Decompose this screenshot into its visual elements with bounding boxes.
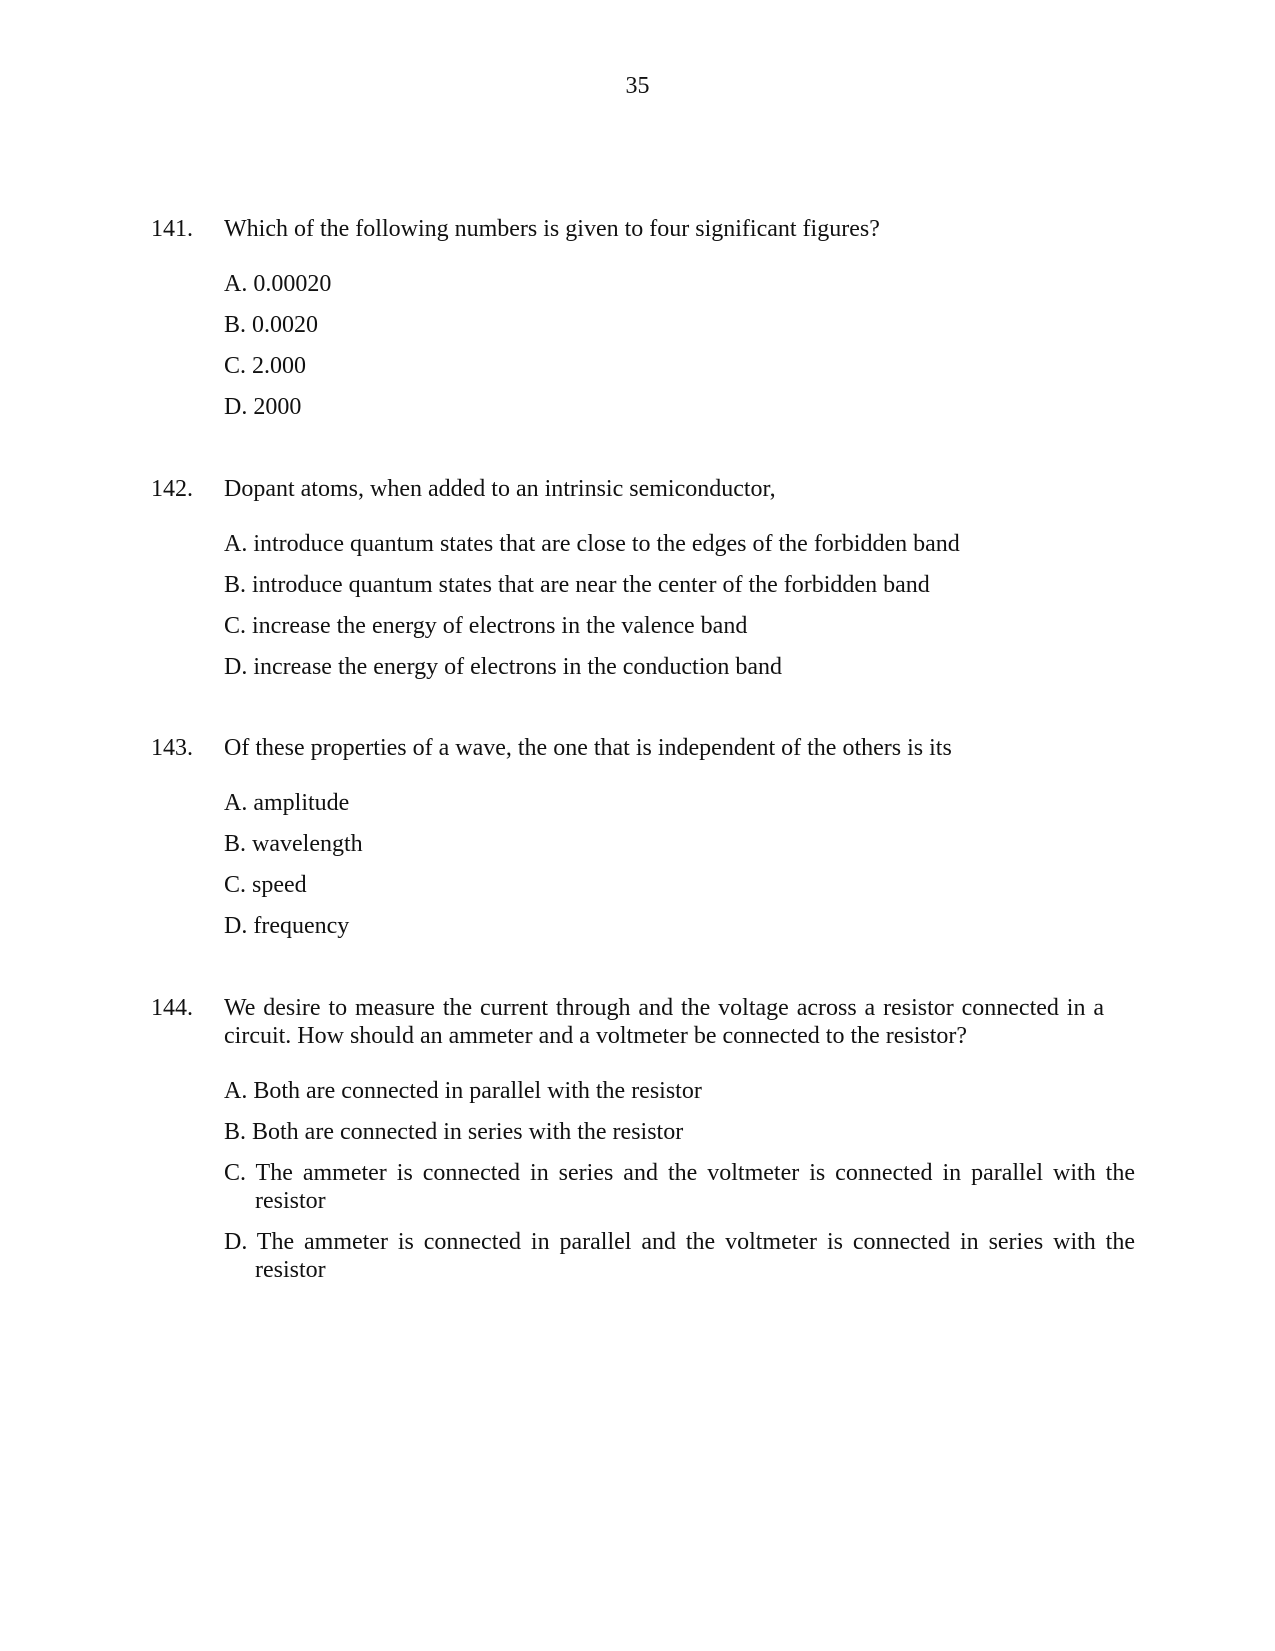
answer-options [224, 530, 1131, 681]
question-143 [151, 734, 1131, 940]
question-number: 142. [151, 476, 193, 502]
answer-option-b: B. wavelength [224, 831, 363, 857]
answer-option-a: A. Both are connected in parallel with the resistor [224, 1078, 702, 1104]
answer-option-d: D. The ammeter is connected in parallel and the voltmeter is connected in series with the resistor [224, 1229, 1135, 1283]
answer-option-c: C. The ammeter is connected in series and the voltmeter is connected in parallel with the resistor [224, 1160, 1135, 1214]
answer-option-b: B. Both are connected in series with the resistor [224, 1119, 684, 1145]
page-number: 35 [625, 73, 650, 99]
answer-option-d: D. 2000 [224, 394, 302, 420]
answer-option-b: B. 0.0020 [224, 312, 319, 338]
answer-option-a: A. amplitude [224, 790, 350, 816]
question-141 [151, 215, 1131, 421]
answer-options [224, 1077, 1135, 1284]
answer-option-d: D. increase the energy of electrons in the conduction band [224, 654, 783, 680]
answer-option-c: C. increase the energy of electrons in the valence band [224, 613, 748, 639]
question-number: 144. [151, 995, 193, 1021]
answer-option-d: D. frequency [224, 913, 350, 939]
answer-option-b: B. introduce quantum states that are near the center of the forbidden band [224, 572, 930, 598]
answer-option-a: A. 0.00020 [224, 271, 332, 297]
question-stem: Which of the following numbers is given to four significant figures? [224, 216, 880, 242]
answer-option-a: A. introduce quantum states that are close to the edges of the forbidden band [224, 531, 960, 557]
question-144 [151, 994, 1135, 1284]
question-142 [151, 475, 1131, 681]
question-stem: Dopant atoms, when added to an intrinsic semiconductor, [224, 476, 776, 502]
answer-options [224, 270, 1131, 421]
answer-option-c: C. 2.000 [224, 353, 307, 379]
question-number: 143. [151, 735, 193, 761]
question-stem: We desire to measure the current through and the voltage across a resistor connected in a circuit. How should an ammeter and a voltmeter be connected to the resistor? [224, 995, 1104, 1049]
question-number: 141. [151, 216, 193, 242]
question-stem: Of these properties of a wave, the one that is independent of the others is its [224, 735, 952, 761]
answer-option-c: C. speed [224, 872, 307, 898]
answer-options [224, 789, 1131, 940]
